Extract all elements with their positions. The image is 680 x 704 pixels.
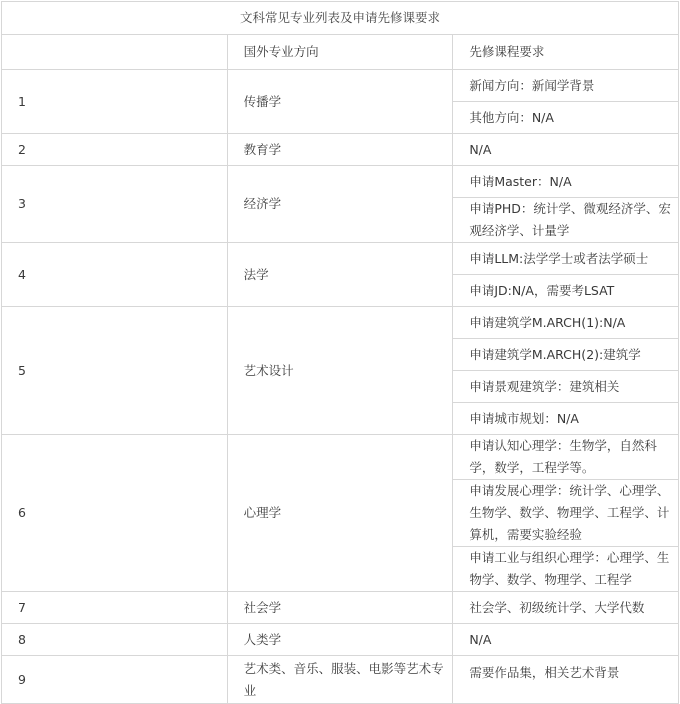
row-requirement: N/A	[453, 134, 679, 166]
row-requirement: 申请Master：N/A	[453, 166, 679, 198]
row-num: 8	[2, 624, 228, 656]
row-num: 1	[2, 70, 228, 134]
header-major: 国外专业方向	[227, 35, 453, 70]
row-requirement: 申请工业与组织心理学：心理学、生物学、数学、物理学、工程学	[453, 547, 679, 592]
requirements-table	[1, 1, 679, 704]
row-num: 2	[2, 134, 228, 166]
row-requirement: 申请JD:N/A，需要考LSAT	[453, 275, 679, 307]
row-num: 5	[2, 307, 228, 435]
row-major: 经济学	[227, 166, 453, 243]
table-row	[2, 307, 679, 339]
row-major: 社会学	[227, 592, 453, 624]
row-requirement: 需要作品集，相关艺术背景	[453, 656, 679, 704]
row-num: 4	[2, 243, 228, 307]
row-num: 3	[2, 166, 228, 243]
table-row	[2, 134, 679, 166]
row-requirement: 新闻方向：新闻学背景	[453, 70, 679, 102]
row-major: 法学	[227, 243, 453, 307]
row-requirement: 申请建筑学M.ARCH(1):N/A	[453, 307, 679, 339]
table-row	[2, 624, 679, 656]
table-title-row	[2, 2, 679, 35]
row-requirement: 其他方向：N/A	[453, 102, 679, 134]
row-requirement: 申请LLM:法学学士或者法学硕士	[453, 243, 679, 275]
row-num: 9	[2, 656, 228, 704]
table-row	[2, 592, 679, 624]
row-major: 艺术设计	[227, 307, 453, 435]
row-requirement: N/A	[453, 624, 679, 656]
row-requirement: 申请城市规划：N/A	[453, 403, 679, 435]
table-row	[2, 435, 679, 480]
row-major: 教育学	[227, 134, 453, 166]
row-major: 艺术类、音乐、服装、电影等艺术专业	[227, 656, 453, 704]
row-requirement: 申请景观建筑学：建筑相关	[453, 371, 679, 403]
table-row	[2, 166, 679, 198]
row-major: 人类学	[227, 624, 453, 656]
table-header-row	[2, 35, 679, 70]
table-row	[2, 70, 679, 102]
table-title: 文科常见专业列表及申请先修课要求	[2, 2, 679, 35]
row-requirement: 申请发展心理学：统计学、心理学、生物学、数学、物理学、工程学、计算机，需要实验经验	[453, 480, 679, 547]
row-num: 6	[2, 435, 228, 592]
row-requirement: 申请建筑学M.ARCH(2):建筑学	[453, 339, 679, 371]
row-num: 7	[2, 592, 228, 624]
row-requirement: 申请认知心理学：生物学，自然科学，数学，工程学等。	[453, 435, 679, 480]
table-row	[2, 243, 679, 275]
row-requirement: 社会学、初级统计学、大学代数	[453, 592, 679, 624]
row-requirement: 申请PHD：统计学、微观经济学、宏观经济学、计量学	[453, 198, 679, 243]
row-major: 传播学	[227, 70, 453, 134]
header-requirements: 先修课程要求	[453, 35, 679, 70]
header-num	[2, 35, 228, 70]
table-row	[2, 656, 679, 704]
row-major: 心理学	[227, 435, 453, 592]
